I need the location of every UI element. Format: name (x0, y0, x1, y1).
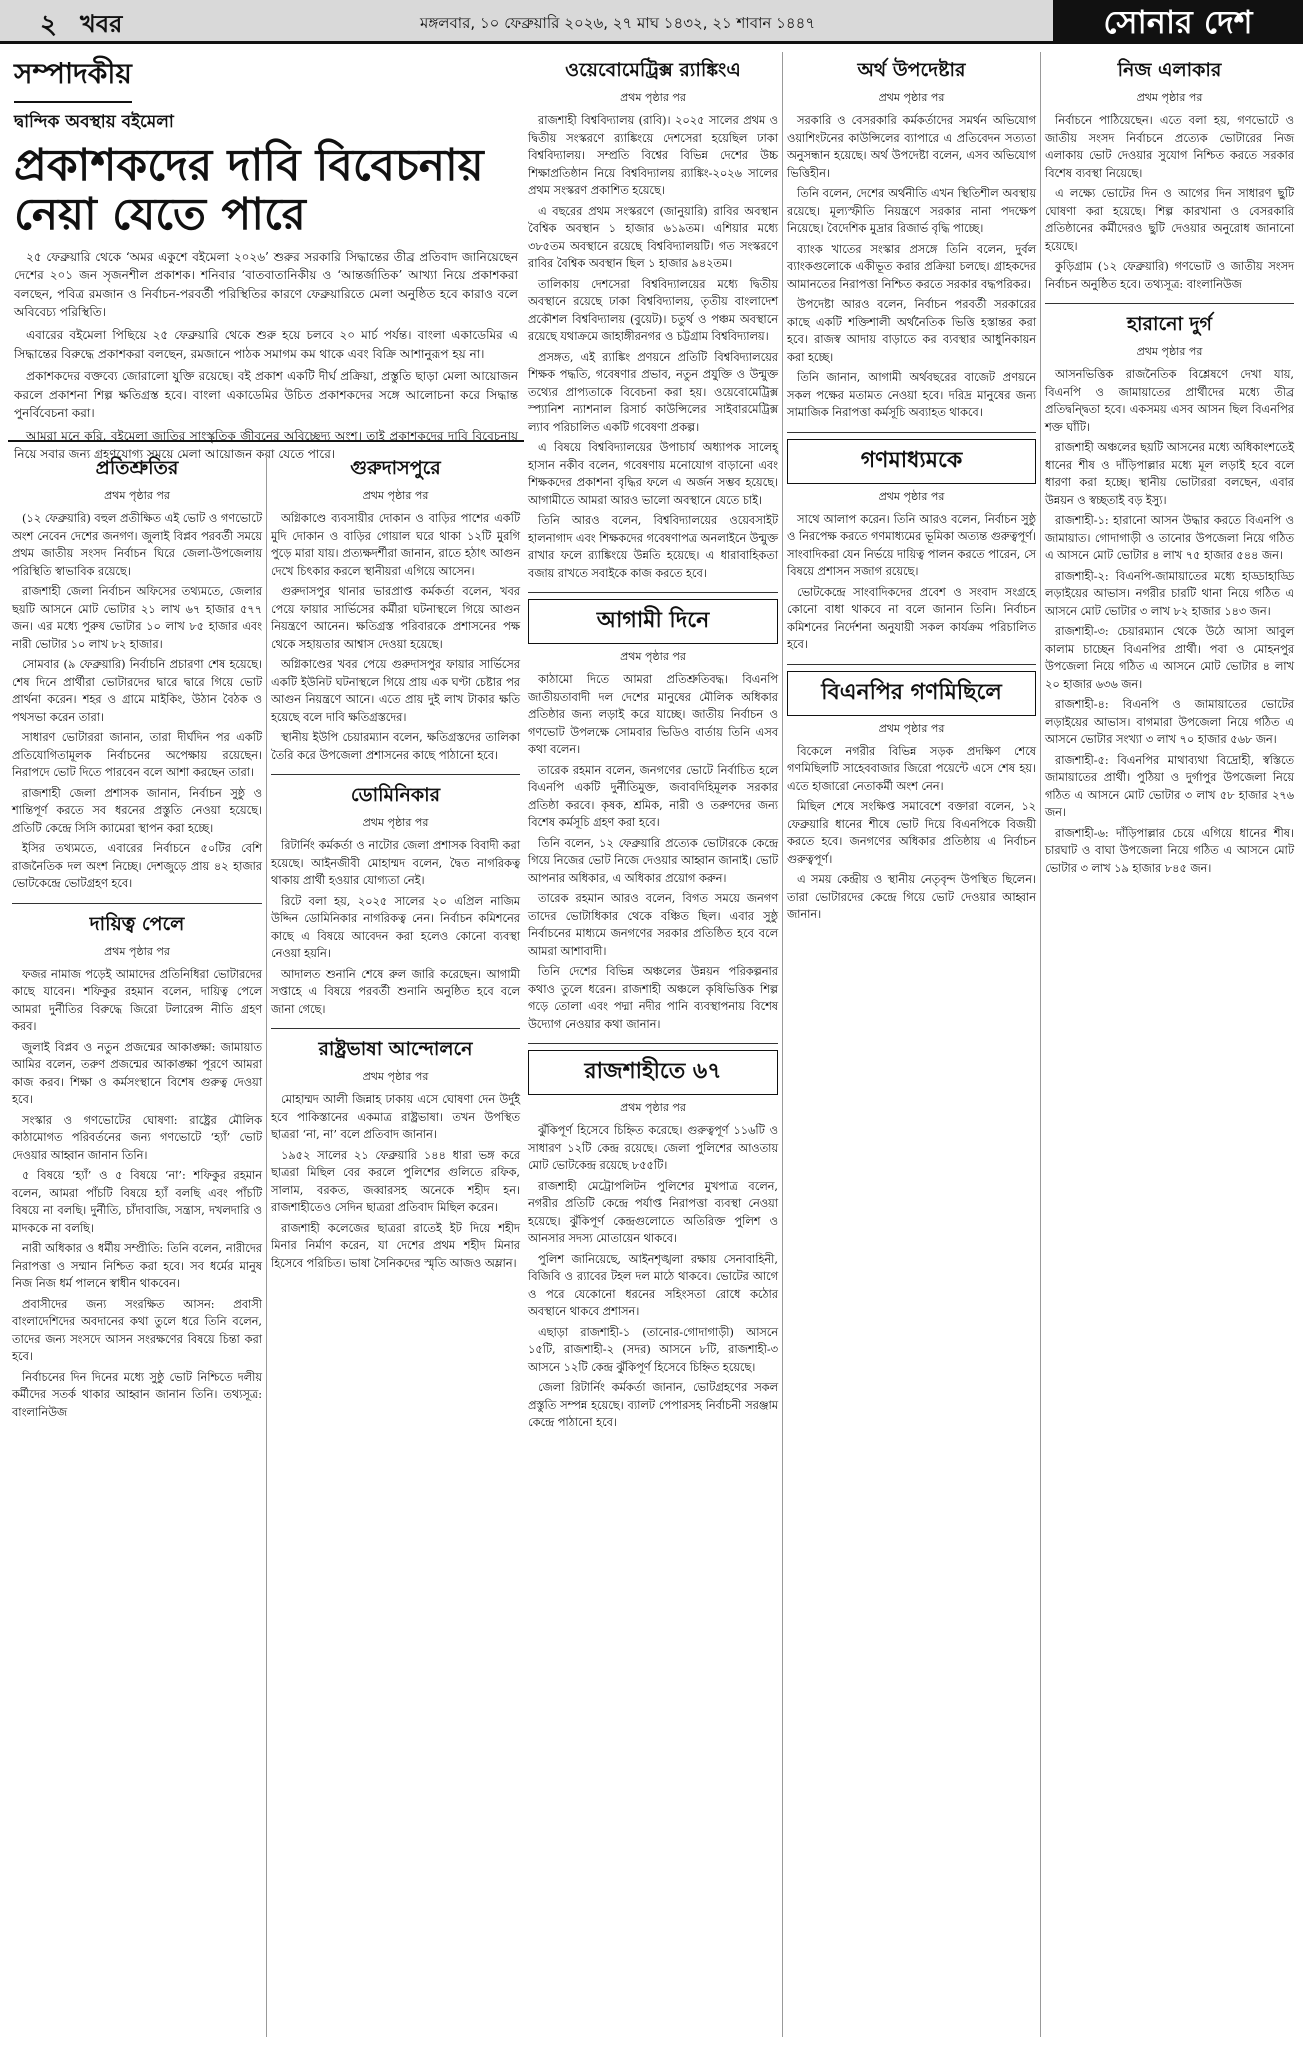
story-headline: বিএনপির গণমিছিলে (787, 671, 1036, 716)
story-paragraph: তালিকায় দেশসেরা বিশ্ববিদ্যালয়ের মধ্যে দ্বিতীয় অবস্থানে রয়েছে ঢাকা বিশ্ববিদ্যালয়, তৃতীয় বাংলাদেশ প্রকৌশল বিশ্ববিদ্যালয় (বুয়েট)। চতুর্থ ও পঞ্চম অবস্থানে রয়েছে যথাক্রমে জাহাঙ্গীরনগর ও চট্টগ্রাম বিশ্ববিদ্যালয়। (528, 277, 778, 343)
story-body (271, 837, 520, 1018)
story-headline: ডোমিনিকার (350, 784, 441, 806)
divider (12, 903, 262, 904)
editorial-paragraph: এবারের বইমেলা পিছিয়ে ২৫ ফেব্রুয়ারি থেকে শুরু হয়ে চলবে ২০ মার্চ পর্যন্ত। বাংলা একাডেমির এ সিদ্ধান্তের বিরুদ্ধে প্রকাশকরা বলছেন, রমজানে পাঠক সমাগম কম থাকে এবং বিক্রি আশানুরূপ হয় না। (14, 327, 518, 361)
story-paragraph: রাজশাহী জেলা নির্বাচন অফিসের তথ্যমতে, জেলার ছয়টি আসনে মোট ভোটার ২১ লাখ ৬৭ হাজার ৫৭৭ জন। এর মধ্যে পুরুষ ভোটার ১০ লাখ ৮৫ হাজার এবং নারী ভোটার ১০ লাখ ৮২ হাজার। (12, 585, 262, 651)
story-nijelaka (1045, 56, 1294, 293)
story-continuation: প্রথম পৃষ্ঠার পর (878, 721, 945, 735)
story-paragraph: সোমবার (৯ ফেব্রুয়ারি) নির্বাচনি প্রচারণা শেষ হয়েছে। শেষ দিনে প্রার্থীরা ভোটারদের দ্বারে দ্বারে গিয়ে ভোট প্রার্থনা করেন। শহর ও গ্রামে মাইকিং, উঠান বৈঠক ও পথসভা করেন তারা। (12, 658, 262, 724)
story-orthoupodeshta (787, 56, 1036, 422)
story-body (1045, 112, 1294, 293)
story-paragraph: তারেক রহমান বলেন, জনগণের ভোটে নির্বাচিত হলে বিএনপি একটি দুর্নীতিমুক্ত, জবাবদিহিমূলক সরকার প্রতিষ্ঠা করবে। কৃষক, শ্রমিক, নারী ও তরুণদের জন্য বিশেষ কর্মসূচি গ্রহণ করা হবে। (528, 763, 778, 829)
story-paragraph: ১৯৫২ সালের ২১ ফেব্রুয়ারি ১৪৪ ধারা ভঙ্গ করে ছাত্ররা মিছিল বের করলে পুলিশের গুলিতে রফিক, সালাম, বরকত, জব্বারসহ অনেকে শহীদ হন। রাজশাহীতেও সেদিন ছাত্ররা প্রতিবাদ মিছিল করেন। (271, 1148, 520, 1214)
story-paragraph: তিনি জানান, আগামী অর্থবছরের বাজেট প্রণয়নে সকল পক্ষের মতামত নেওয়া হবে। দরিদ্র মানুষের জন্য সামাজিক নিরাপত্তা কর্মসূচি অব্যাহত থাকবে। (787, 371, 1036, 419)
story-continuation: প্রথম পৃষ্ঠার পর (620, 650, 686, 663)
story-paragraph: সংস্কার ও গণভোটের ঘোষণা: রাষ্ট্রের মৌলিক কাঠামোগত পরিবর্তনের জন্য গণভোটে ‘হ্যাঁ’ ভোট দেওয়ার আহ্বান জানান তিনি। (12, 1113, 262, 1162)
story-paragraph: ব্যাংক খাতের সংস্কার প্রসঙ্গে তিনি বলেন, দুর্বল ব্যাংকগুলোকে একীভূত করার প্রক্রিয়া চলছে। গ্রাহকদের আমানতের নিরাপত্তা নিশ্চিত করতে সরকার বদ্ধপরিকর। (787, 242, 1036, 291)
editorial (8, 52, 524, 462)
story-gonomadhyom (787, 439, 1036, 654)
page-number: ২ (40, 10, 57, 40)
story-paragraph: নারী অধিকার ও ধর্মীয় সম্প্রীতি: তিনি বলেন, নারীদের নিরাপত্তা ও সম্মান নিশ্চিত করা হবে। সব ধর্মের মানুষ নিজ নিজ ধর্ম পালনে স্বাধীন থাকবেন। (12, 1242, 262, 1290)
lower-left-columns (8, 450, 524, 2037)
story-paragraph: রাজশাহী-৫: বিএনপির মাথাব্যথা বিদ্রোহী, স্বস্তিতে জামায়াতের প্রার্থী। পুঠিয়া ও দুর্গাপুর উপজেলা নিয়ে গঠিত এ আসনে মোট ভোটার ৩ লাখ ৫৮ হাজার ২৭৬ জন। (1045, 753, 1294, 819)
story-paragraph: তিনি বলেন, ১২ ফেব্রুয়ারি প্রত্যেক ভোটারকে কেন্দ্রে গিয়ে নিজের ভোট নিজে দেওয়ার আহ্বান জানাই। ভোট আপনার অধিকার, এ অধিকার প্রয়োগ করুন। (528, 836, 778, 885)
divider (787, 432, 1036, 433)
column-3 (524, 52, 782, 2037)
editorial-label: সম্পাদকীয় (14, 52, 132, 103)
story-headline: গণমাধ্যমকে (787, 439, 1036, 484)
story-bhasha (271, 1035, 520, 1272)
story-headline: অর্থ উপদেষ্টার (857, 59, 966, 81)
story-paragraph: কুড়িগ্রাম (১২ ফেব্রুয়ারি) গণভোট ও জাতীয় সংসদ নির্বাচন অনুষ্ঠিত হবে। তথ্যসূত্র: বাংলানিউজ (1045, 260, 1294, 291)
story-paragraph: তিনি বলেন, দেশের অর্থনীতি এখন স্থিতিশীল অবস্থায় রয়েছে। মূল্যস্ফীতি নিয়ন্ত্রণে সরকার নানা পদক্ষেপ নিয়েছে। বৈদেশিক মুদ্রার রিজার্ভ বৃদ্ধি পাচ্ছে। (787, 187, 1036, 235)
story-gurudaspur (271, 454, 520, 764)
story-headline: গুরুদাসপুরে (350, 457, 441, 479)
story-paragraph: (১২ ফেব্রুয়ারি) বহুল প্রতীক্ষিত এই ভোট ও গণভোটে অংশ নেবেন দেশের জনগণ। জুলাই বিপ্লব পরবর্তী সময়ে প্রথম জাতীয় সংসদ নির্বাচন ঘিরে জেলা-উপজেলায় পরিস্থিতি স্বাভাবিক রয়েছে। (12, 512, 262, 578)
story-paragraph: রাজশাহী-২: বিএনপি-জামায়াতের মধ্যে হাড্ডাহাড্ডি লড়াইয়ের আভাস। নগরীর চারটি থানা নিয়ে গঠিত এ আসনে মোট ভোটার ৩ লাখ ৮২ হাজার ১৪৩ জন। (1045, 569, 1294, 618)
story-paragraph: আদালত শুনানি শেষে রুল জারি করেছেন। আগামী সপ্তাহে এ বিষয়ে পরবর্তী শুনানি অনুষ্ঠিত হবে বলে জানা গেছে। (271, 967, 520, 1016)
story-body (12, 966, 262, 1422)
story-paragraph: প্রবাসীদের জন্য সংরক্ষিত আসন: প্রবাসী বাংলাদেশিদের অবদানের কথা তুলে ধরে তিনি বলেন, তাদের জন্য সংসদে আসন সংরক্ষণের বিষয়ে চিন্তা করা হবে। (12, 1297, 262, 1363)
story-paragraph: মোহাম্মদ আলী জিন্নাহ ঢাকায় এসে ঘোষণা দেন উর্দুই হবে পাকিস্তানের একমাত্র রাষ্ট্রভাষা। তখন উপস্থিত ছাত্ররা ‘না, না’ বলে প্রতিবাদ জানান। (271, 1093, 520, 1141)
story-paragraph: ইসির তথ্যমতে, এবারের নির্বাচনে ৫০টির বেশি রাজনৈতিক দল অংশ নিচ্ছে। দেশজুড়ে প্রায় ৪২ হাজার ভোটকেন্দ্রে ভোটগ্রহণ হবে। (12, 842, 262, 890)
story-paragraph: প্রসঙ্গত, এই র‍্যাঙ্কিং প্রণয়নে প্রতিটি বিশ্ববিদ্যালয়ের শিক্ষক পদ্ধতি, গবেষণার প্রভাব, নতুন প্রযুক্তি ও উন্মুক্ত তথ্যের প্রাপ্যতাকে বিবেচনা করা হয়। ওয়েবোমেট্রিক্স স্প্যানিশ ন্যাশনাল রিসার্চ কাউন্সিলের সাইবারমেট্রিক্স ল্যাব পরিচালিত একটি গবেষণা প্রকল্প। (528, 350, 778, 434)
story-paragraph: এ বিষয়ে বিশ্ববিদ্যালয়ের উপাচার্য অধ্যাপক সালেহ্ হাসান নকীব বলেন, গবেষণায় মনোযোগ বাড়ানো এবং শিক্ষকদের প্রকাশনা বৃদ্ধির ফলে এ অর্জন সম্ভব হয়েছে। আগামীতে আমরা আরও ভালো অবস্থানে যেতে চাই। (528, 441, 778, 507)
editorial-headline: প্রকাশকদের দাবি বিবেচনায় নেয়া যেতে পারে (14, 140, 484, 241)
story-dominica (271, 781, 520, 1018)
divider (528, 592, 778, 593)
story-paragraph: রাজশাহী কলেজের ছাত্ররা রাতেই ইট দিয়ে শহীদ মিনার নির্মাণ করেন, যা দেশের প্রথম শহীদ মিনার হিসেবে পরিচিত। ভাষা সৈনিকদের স্মৃতি আজও অম্লান। (271, 1221, 520, 1270)
story-headline: প্রতিশ্রুতির (95, 457, 179, 479)
story-paragraph: গুরুদাসপুর থানার ভারপ্রাপ্ত কর্মকর্তা বলেন, খবর পেয়ে ফায়ার সার্ভিসের কর্মীরা ঘটনাস্থলে গিয়ে আগুন নিয়ন্ত্রণে আনেন। ক্ষতিগ্রস্ত পরিবারকে প্রশাসনের পক্ষ থেকে সহায়তার আশ্বাস দেওয়া হয়েছে। (271, 585, 520, 651)
story-paragraph: নির্বাচনে পাঠিয়েছেন। এতে বলা হয়, গণভোটে ও জাতীয় সংসদ নির্বাচনে প্রত্যেক ভোটারের নিজ এলাকায় ভোট দেওয়ার সুযোগ নিশ্চিত করতে সরকার বিশেষ ব্যবস্থা নিয়েছে। (1045, 114, 1294, 180)
story-headline: ওয়েবোমেট্রিক্স র‍্যাঙ্কিংএ (565, 59, 741, 81)
story-paragraph: পুলিশ জানিয়েছে, আইনশৃঙ্খলা রক্ষায় সেনাবাহিনী, বিজিবি ও র‍্যাবের টহল দল মাঠে থাকবে। ভোটের আগে ও পরে যেকোনো ধরনের সহিংসতা রোধে কঠোর অবস্থানে থাকবে প্রশাসন। (528, 1252, 778, 1318)
story-haranodurgo (1045, 310, 1294, 877)
story-paragraph: এছাড়া রাজশাহী-১ (তানোর-গোদাগাড়ী) আসনে ১৫টি, রাজশাহী-২ (সদর) আসনে ৮টি, রাজশাহী-৩ আসনে ১২টি কেন্দ্র ঝুঁকিপূর্ণ হিসেবে চিহ্নিত হয়েছে। (528, 1325, 778, 1374)
masthead-logo: সোনার দেশ (1053, 0, 1303, 44)
dateline: মঙ্গলবার, ১০ ফেব্রুয়ারি ২০২৬, ২৭ মাঘ ১৪৩২, ২১ শাবান ১৪৪৭ (420, 14, 816, 32)
story-paragraph: রিটার্নিং কর্মকর্তা ও নাটোর জেলা প্রশাসক বিবাদী করা হয়েছে। আইনজীবী মোহাম্মদ বলেন, দ্বৈত নাগরিকত্ব থাকায় প্রার্থী হওয়ার যোগ্যতা নেই। (271, 839, 520, 887)
editorial-paragraph: প্রকাশকদের বক্তব্যে জোরালো যুক্তি রয়েছে। বই প্রকাশ একটি দীর্ঘ প্রক্রিয়া, প্রস্তুতি ছাড়া মেলা আয়োজন করলে প্রকাশনা শিল্প ক্ষতিগ্রস্ত হবে। বাংলা একাডেমির উচিত প্রকাশকদের সঙ্গে আলোচনা করে সিদ্ধান্ত পুনর্বিবেচনা করা। (14, 369, 518, 421)
story-rajshahi67 (528, 1050, 778, 1432)
story-continuation: প্রথম পৃষ্ঠার পর (878, 91, 945, 104)
editorial-paragraph: ২৫ ফেব্রুয়ারি থেকে ‘অমর একুশে বইমেলা ২০২৬’ শুরুর সরকারি সিদ্ধান্তের তীব্র প্রতিবাদ জানিয়েছেন দেশের ২০১ জন সৃজনশীল প্রকাশক। শনিবার ‘বাতবাতানিকীয় ও ‘আন্তর্জাতিক’ আখ্যা নিয়ে প্রকাশকরা বলছেন, পবিত্র রমজান ও নির্বাচন-পরবর্তী পরিস্থিতির কারণে ফেব্রুয়ারিতে মেলা অনুষ্ঠিত হবে কারাও বলে অবিবেচ্য পরিস্থিতি। (14, 249, 518, 320)
page-header (0, 0, 1303, 44)
story-body (528, 1122, 778, 1432)
story-paragraph: আসনভিত্তিক রাজনৈতিক বিশ্লেষণে দেখা যায়, বিএনপি ও জামায়াতের প্রার্থীদের মধ্যে তীব্র প্রতিদ্বন্দ্বিতা হবে। একসময় এসব আসন ছিল বিএনপির শক্ত ঘাঁটি। (1045, 368, 1294, 434)
story-paragraph: সাথে আলাপ করেন। তিনি আরও বলেন, নির্বাচন সুষ্ঠু ও নিরপেক্ষ করতে গণমাধ্যমের ভূমিকা অত্যন্ত গুরুত্বপূর্ণ। সাংবাদিকরা যেন নির্ভয়ে দায়িত্ব পালন করতে পারেন, সে বিষয়ে প্রশাসন সজাগ রয়েছে। (787, 512, 1036, 578)
story-paragraph: মিছিল শেষে সংক্ষিপ্ত সমাবেশে বক্তারা বলেন, ১২ ফেব্রুয়ারি ধানের শীষে ভোট দিয়ে বিএনপিকে বিজয়ী করতে হবে। জনগণের অধিকার প্রতিষ্ঠায় এ নির্বাচন গুরুত্বপূর্ণ। (787, 800, 1036, 866)
story-continuation: প্রথম পৃষ্ঠার পর (104, 944, 170, 958)
story-headline: নিজ এলাকার (1117, 59, 1222, 81)
story-headline: দায়িত্ব পেলে (89, 912, 185, 935)
story-continuation: প্রথম পৃষ্ঠার পর (878, 489, 945, 503)
story-paragraph: নির্বাচনের দিন দিনের মধ্যে সুষ্ঠু ভোট নিশ্চিতে দলীয় কর্মীদের সতর্ক থাকার আহ্বান জানান তিনি। তথ্যসূত্র: বাংলানিউজ (12, 1370, 262, 1419)
story-paragraph: রাজশাহী মেট্রোপলিটন পুলিশের মুখপাত্র বলেন, নগরীর প্রতিটি কেন্দ্রে পর্যাপ্ত নিরাপত্তা ব্যবস্থা নেওয়া হয়েছে। ঝুঁকিপূর্ণ কেন্দ্রগুলোতে অতিরিক্ত পুলিশ ও আনসার সদস্য মোতায়েন থাকবে। (528, 1179, 778, 1245)
story-paragraph: কাঠামো দিতে আমরা প্রতিশ্রুতিবদ্ধ। বিএনপি জাতীয়তাবাদী দল দেশের মানুষের মৌলিক অধিকার প্রতিষ্ঠার জন্য লড়াই করে যাচ্ছে। জাতীয় নির্বাচন ও গণভোট উপলক্ষে সোমবার ভিডিও বার্তায় তিনি এসব কথা বলেন। (528, 673, 778, 756)
story-protishrutir (12, 454, 262, 893)
section-name: খবর (80, 9, 123, 38)
divider (271, 1028, 520, 1029)
story-body (271, 1091, 520, 1272)
story-paragraph: সাধারণ ভোটাররা জানান, তারা দীর্ঘদিন পর একটি প্রতিযোগিতামূলক নির্বাচনের অপেক্ষায় রয়েছেন। নিরাপদে ভোট দিতে পারবেন বলে আশা করছেন তারা। (12, 731, 262, 779)
story-paragraph: ৫ বিষয়ে ‘হ্যাঁ’ ও ৫ বিষয়ে ‘না’: শফিকুর রহমান বলেন, আমরা পাঁচটি বিষয়ে হ্যাঁ বলছি এবং পাঁচটি বিষয়ে না বলছি। দুর্নীতি, চাঁদাবাজি, সন্ত্রাস, দখলদারি ও মাদককে না বলছি। (12, 1169, 262, 1235)
story-body (12, 510, 262, 893)
story-paragraph: অগ্নিকাণ্ডে ব্যবসায়ীর দোকান ও বাড়ির পাশের একটি মুদি দোকান ও বাড়ির গোয়াল ঘরে থাকা ১২টি মুরগি পুড়ে মারা যায়। প্রত্যক্ষদর্শীরা জানান, রাতে হঠাৎ আগুন দেখে চিৎকার করলে স্থানীয়রা এগিয়ে আসেন। (271, 512, 520, 578)
story-continuation: প্রথম পৃষ্ঠার পর (104, 489, 170, 502)
story-paragraph: রাজশাহী-১: হারানো আসন উদ্ধার করতে বিএনপি ও জামায়াত। গোদাগাড়ী ও তানোর উপজেলা নিয়ে গঠিত এ আসনে মোট ভোটার ৪ লাখ ৭৫ হাজার ৫৪৪ জন। (1045, 514, 1294, 562)
divider (787, 664, 1036, 665)
story-paragraph: ঝুঁকিপূর্ণ হিসেবে চিহ্নিত করেছে। গুরুত্বপূর্ণ ১১৬টি ও সাধারণ ১২টি কেন্দ্র রয়েছে। জেলা পুলিশের আওতায় মোট ভোটকেন্দ্র রয়েছে ৮৫৫টি। (528, 1124, 778, 1172)
story-paragraph: ভোটকেন্দ্রে সাংবাদিকদের প্রবেশ ও সংবাদ সংগ্রহে কোনো বাধা থাকবে না বলে জানান তিনি। নির্বাচন কমিশনের নির্দেশনা অনুযায়ী সকল কার্যক্রম পরিচালিত হবে। (787, 585, 1036, 651)
story-paragraph: রাজশাহী-৬: দাঁড়িপাল্লার চেয়ে এগিয়ে ধানের শীষ। চারঘাট ও বাঘা উপজেলা নিয়ে গঠিত এ আসনে মোট ভোটার ৩ লাখ ১৯ হাজার ৮৪৫ জন। (1045, 826, 1294, 875)
story-paragraph: বিকেলে নগরীর বিভিন্ন সড়ক প্রদক্ষিণ শেষে গণমিছিলটি সাহেববাজার জিরো পয়েন্টে এসে শেষ হয়। এতে হাজারো নেতাকর্মী অংশ নেন। (787, 744, 1036, 793)
story-headline: রাষ্ট্রভাষা আন্দোলনে (318, 1038, 473, 1060)
story-headline: আগামী দিনে (528, 599, 778, 644)
story-paragraph: এ সময় কেন্দ্রীয় ও স্থানীয় নেতৃবৃন্দ উপস্থিত ছিলেন। তারা ভোটারদের কেন্দ্রে গিয়ে ভোট দেওয়ার আহ্বান জানান। (787, 873, 1036, 921)
story-paragraph: সরকারি ও বেসরকারি কর্মকর্তাদের সমর্থন অভিযোগ ওয়াশিংটনের কাউন্সিলের ব্যাপারে এ প্রতিবেদন সত্যতা অনুসন্ধান হয়েছে। অর্থ উপদেষ্টা বলেন, এসব অভিযোগ ভিত্তিহীন। (787, 114, 1036, 180)
story-continuation: প্রথম পৃষ্ঠার পর (362, 816, 429, 829)
story-paragraph: রাজশাহী অঞ্চলের ছয়টি আসনের মধ্যে অধিকাংশতেই ধানের শীষ ও দাঁড়িপাল্লার মধ্যে মূল লড়াই হবে বলে ধারণা করা হচ্ছে। স্থানীয় ভোটাররা বলছেন, এবার উন্নয়ন ও স্বচ্ছতাই বড় ইস্যু। (1045, 441, 1294, 507)
column-5 (1040, 52, 1298, 2037)
story-body (787, 743, 1036, 924)
story-paragraph: রাজশাহী বিশ্ববিদ্যালয় (রাবি)। ২০২৫ সালের প্রথম ও দ্বিতীয় সংস্করণে র‍্যাঙ্কিংয়ে দেশসেরা হয়েছিল ঢাকা বিশ্ববিদ্যালয়। সম্প্রতি বিশ্বের বিভিন্ন দেশের উচ্চ শিক্ষাপ্রতিষ্ঠান নিয়ে বিশ্ববিদ্যালয় র‍্যাঙ্কিং-২০২৬ সালের প্রথম সংস্করণ প্রকাশিত হয়েছে। (528, 114, 778, 197)
story-continuation: প্রথম পৃষ্ঠার পর (1136, 345, 1203, 358)
story-headline: রাজশাহীতে ৬৭ (528, 1050, 778, 1095)
story-paragraph: রাজশাহী-৩: চেয়ারম্যান থেকে উঠে আসা আবুল কালাম চাচ্ছেন বিএনপির প্রার্থী। পবা ও মোহনপুর উপজেলা নিয়ে গঠিত এ আসনে মোট ভোটার ৪ লাখ ২০ হাজার ৬৩৬ জন। (1045, 625, 1294, 691)
story-body (787, 112, 1036, 422)
story-paragraph: অগ্নিকাণ্ডের খবর পেয়ে গুরুদাসপুর ফায়ার সার্ভিসের একটি ইউনিট ঘটনাস্থলে গিয়ে প্রায় এক ঘণ্টা চেষ্টার পর আগুন নিয়ন্ত্রণে আনে। এতে প্রায় দুই লাখ টাকার ক্ষতি হয়েছে বলে দাবি ক্ষতিগ্রস্তদের। (271, 658, 520, 724)
story-continuation: প্রথম পৃষ্ঠার পর (362, 1070, 429, 1083)
story-body (528, 112, 778, 582)
story-paragraph: উপদেষ্টা আরও বলেন, নির্বাচন পরবর্তী সরকারের কাছে একটি শক্তিশালী অর্থনৈতিক ভিত্তি হস্তান্তর করা হবে। রাজস্ব আদায় বাড়াতে কর ব্যবস্থার আধুনিকায়ন করা হচ্ছে। (787, 298, 1036, 364)
story-paragraph: এ বছরের প্রথম সংস্করণে (জানুয়ারি) রাবির অবস্থান বৈশ্বিক অবস্থান ১ হাজার ৬১৯তম। এশিয়ার মধ্যে ৩৮৫তম অবস্থানে রয়েছে বিশ্ববিদ্যালয়টি। গত সংস্করণে রাবির বৈশ্বিক অবস্থান ছিল ১ হাজার ৯৪২তম। (528, 204, 778, 270)
divider (528, 1043, 778, 1044)
story-continuation: প্রথম পৃষ্ঠার পর (362, 489, 429, 502)
divider (271, 774, 520, 775)
column-1 (8, 450, 266, 2037)
story-continuation: প্রথম পৃষ্ঠার পর (1136, 91, 1203, 104)
story-headline: হারানো দুর্গ (1127, 313, 1212, 335)
story-body (1045, 366, 1294, 877)
divider (1045, 303, 1294, 304)
story-paragraph: জেলা রিটার্নিং কর্মকর্তা জানান, ভোটগ্রহণের সকল প্রস্তুতি সম্পন্ন হয়েছে। ব্যালট পেপারসহ নির্বাচনী সরঞ্জাম কেন্দ্রে পাঠানো হবে। (528, 1381, 778, 1429)
story-webometrics (528, 56, 778, 582)
story-body (271, 510, 520, 764)
story-paragraph: রাজশাহী-৪: বিএনপি ও জামায়াতের ভোটের লড়াইয়ের আভাস। বাগমারা উপজেলা নিয়ে গঠিত এ আসনে ভোটার সংখ্যা ৩ লাখ ৭০ হাজার ৫৬৮ জন। (1045, 698, 1294, 746)
story-agami (528, 599, 778, 1033)
story-paragraph: রিটে বলা হয়, ২০২৫ সালের ২০ এপ্রিল নাজিম উদ্দিন ডোমিনিকার নাগরিকত্ব নেন। নির্বাচন কমিশনের কাছে এ বিষয়ে আবেদন করা হলেও কোনো ব্যবস্থা নেওয়া হয়নি। (271, 894, 520, 960)
editorial-kicker: দ্বান্দিক অবস্থায় বইমেলা (14, 112, 174, 132)
story-body (528, 671, 778, 1033)
story-paragraph: তিনি আরও বলেন, বিশ্ববিদ্যালয়ের ওয়েবসাইট হালনাগাদ এবং শিক্ষকদের গবেষণাপত্র অনলাইনে উন্মুক্ত রাখার ফলে র‍্যাঙ্কিংয়ে উন্নতি হয়েছে। এ ধারাবাহিকতা বজায় রাখতে সবাইকে কাজ করতে হবে। (528, 514, 778, 580)
column-2 (266, 450, 524, 2037)
editorial-paragraph: আমরা মনে করি, বইমেলা জাতির সাংস্কৃতিক জীবনের অবিচ্ছেদ্য অংশ। তাই প্রকাশকদের দাবি বিবেচনায় নিয়ে সবার জন্য গ্রহণযোগ্য সময়ে মেলা আয়োজন করা যেতে পারে। (14, 428, 518, 462)
column-4 (782, 52, 1040, 2037)
story-paragraph: এ লক্ষ্যে ভোটের দিন ও আগের দিন সাধারণ ছুটি ঘোষণা করা হয়েছে। শিল্প কারখানা ও বেসরকারি প্রতিষ্ঠানের কর্মীদেরও ছুটি দেওয়ার অনুরোধ জানানো হয়েছে। (1045, 187, 1294, 253)
story-paragraph: তিনি দেশের বিভিন্ন অঞ্চলের উন্নয়ন পরিকল্পনার কথাও তুলে ধরেন। রাজশাহী অঞ্চলে কৃষিভিত্তিক শিল্প গড়ে তোলা এবং পদ্মা নদীর পানি ব্যবস্থাপনায় বিশেষ উদ্যোগ নেওয়ার কথা জানান। (528, 965, 778, 1031)
story-dayitto (12, 910, 262, 1422)
story-continuation: প্রথম পৃষ্ঠার পর (620, 1101, 686, 1114)
story-bnpgonomichil (787, 671, 1036, 924)
story-paragraph: রাজশাহী জেলা প্রশাসক জানান, নির্বাচন সুষ্ঠু ও শান্তিপূর্ণ করতে সব ধরনের প্রস্তুতি নেওয়া হয়েছে। প্রতিটি কেন্দ্রে সিসি ক্যামেরা স্থাপন করা হচ্ছে। (12, 786, 262, 835)
story-paragraph: তারেক রহমান আরও বলেন, বিগত সময়ে জনগণ তাদের ভোটাধিকার থেকে বঞ্চিত ছিল। এবার সুষ্ঠু নির্বাচনের মাধ্যমে জনগণের সরকার প্রতিষ্ঠিত হবে বলে আমরা আশাবাদী। (528, 892, 778, 958)
story-paragraph: জুলাই বিপ্লব ও নতুন প্রজন্মের আকাঙ্ক্ষা: জামায়াত আমির বলেন, তরুণ প্রজন্মের আকাঙ্ক্ষা পূরণে আমরা কাজ করব। শিক্ষা ও কর্মসংস্থানে বিশেষ গুরুত্ব দেওয়া হবে। (12, 1040, 262, 1106)
story-paragraph: ফজর নামাজ পড়েই আমাদের প্রতিনিধিরা ভোটারদের কাছে যাবেন। শফিকুর রহমান বলেন, দায়িত্ব পেলে আমরা দুর্নীতির বিরুদ্ধে জিরো টলারেন্স নীতি গ্রহণ করব। (12, 967, 262, 1033)
story-continuation: প্রথম পৃষ্ঠার পর (620, 91, 686, 104)
editorial-body (14, 248, 518, 465)
story-body (787, 511, 1036, 654)
story-paragraph: স্থানীয় ইউপি চেয়ারম্যান বলেন, ক্ষতিগ্রস্তদের তালিকা তৈরি করে উপজেলা প্রশাসনের কাছে পাঠানো হবে। (271, 731, 520, 762)
